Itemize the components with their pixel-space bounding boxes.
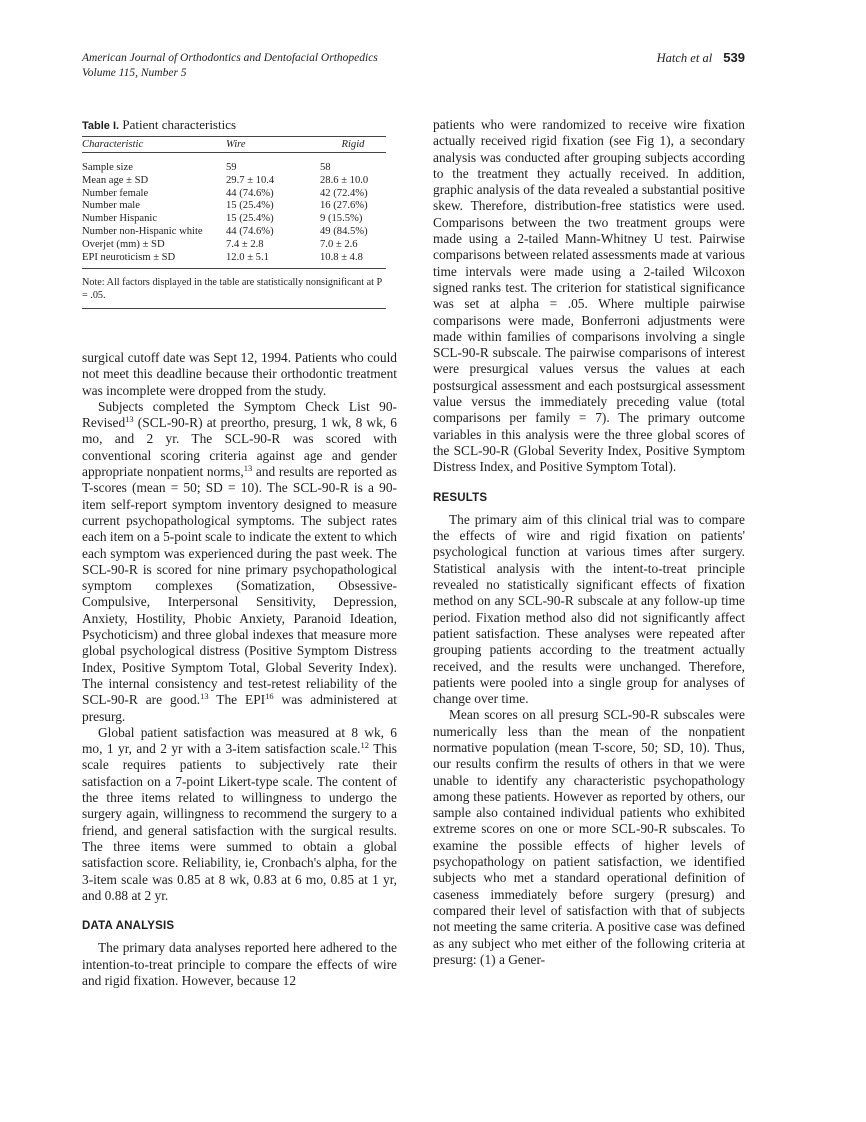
paragraph: surgical cutoff date was Sept 12, 1994. Patients who could not meet this deadline because their orthodontic treatment was incomplete were dropped from the study. (82, 350, 397, 398)
text-run: Global patient satisfaction was measured at 8 wk, 6 mo, 1 yr, and 2 yr with a 3-item satisfaction scale. (82, 724, 397, 757)
table-row (82, 188, 386, 201)
table-cell: Mean age ± SD (82, 174, 149, 186)
citation-ref: 13 (125, 414, 134, 425)
table-cell: 15 (25.4%) (226, 213, 274, 225)
citation-ref: 12 (360, 740, 369, 751)
text-run: and results are reported as T-scores (mean = 50; SD = 10). The SCL-90-R is a 90-item self-report symptom inventory designed to measure current psychopathological symptoms. The subject rates each item on a 5-point scale to indicate the extent to which each symptom was experienced during the past week. The SCL-90-R is scored for nine primary psychopathological symptom complexes (Somatization, Obsessive-Compulsive, Interpersonal Sensitivity, Depression, Anxiety, Hostility, Phobic Anxiety, Paranoid Ideation, Psychoticism) and three global indexes that measure more global psychological distress (Positive Symptom Distress Index, Positive Symptom Total, Global Severity Index). The internal consistency and test-retest reliability of the SCL-90-R are good. (82, 464, 397, 708)
section-heading-data-analysis: DATA ANALYSIS (82, 920, 175, 933)
journal-volume: Volume 115, Number 5 (82, 67, 187, 79)
table-cell: EPI neuroticism ± SD (82, 252, 226, 269)
citation-ref: 16 (265, 691, 274, 702)
table-cell: 28.6 ± 10.0 (320, 174, 369, 186)
table-patient-characteristics (82, 117, 386, 309)
table-row (82, 213, 386, 226)
table-cell: Number non-Hispanic white (82, 225, 203, 237)
running-header-journal (82, 51, 378, 81)
paragraph: The primary aim of this clinical trial was to compare the effects of wire and rigid fixation on patients' psychological function at various times after surgery. Statistical analysis with the intent-to-treat principle revealed no statistically significant effects of fixation method on any SCL-90-R subscale at any follow-up time period. Fixation method also did not significantly affect patient satisfaction. These analyses were repeated after grouping patients according to the treatment actually received, and the results were unchanged. Therefore, patients were pooled into a single group for analyses of change over time. (433, 511, 745, 707)
table-cell: 10.8 ± 4.8 (320, 252, 386, 269)
paragraph-satisfaction (82, 725, 397, 904)
journal-title: American Journal of Orthodontics and Dentofacial Orthopedics (82, 52, 378, 64)
table-caption (82, 117, 386, 133)
left-column (82, 350, 397, 989)
table-label: Table I. (82, 120, 120, 132)
paragraph-scl90r (82, 399, 397, 725)
table-row (82, 252, 386, 269)
table-cell: 44 (74.6%) (226, 187, 274, 199)
table-cell: Overjet (mm) ± SD (82, 238, 165, 250)
table-title: Patient characteristics (122, 117, 237, 132)
column-header-wire: Wire (226, 137, 320, 153)
table-cell: 12.0 ± 5.1 (226, 252, 320, 269)
table-header-row (82, 137, 386, 153)
table-cell: 59 (226, 162, 237, 173)
table-cell: 42 (72.4%) (320, 187, 368, 199)
column-header-characteristic: Characteristic (82, 137, 226, 153)
table-cell: Sample size (82, 162, 133, 173)
table-footnote: Note: All factors displayed in the table are statistically nonsignificant at P = .05. (82, 276, 386, 309)
table-cell: Number Hispanic (82, 213, 158, 225)
table-row (82, 239, 386, 252)
text-run: The EPI (208, 692, 266, 708)
table-cell: 49 (84.5%) (320, 225, 368, 237)
citation-ref: 13 (200, 691, 209, 702)
table-cell: 9 (15.5%) (320, 213, 363, 225)
table-row (82, 175, 386, 188)
page-number: 539 (723, 50, 745, 65)
text-run: Subjects completed the Symptom Check List 90-Revised (82, 398, 397, 431)
table-row (82, 153, 386, 175)
data-table (82, 136, 386, 269)
table-cell: Number male (82, 200, 140, 212)
text-run: (SCL-90-R) at preortho, presurg, 1 wk, 8 wk, 6 mo, and 2 yr. The SCL-90-R was scored with conventional scoring criteria against age and gender appropriate nonpatient norms, (82, 415, 397, 480)
column-header-rigid: Rigid (320, 137, 386, 153)
table-cell: 7.4 ± 2.8 (226, 238, 264, 250)
paragraph: Mean scores on all presurg SCL-90-R subscales were numerically less than the mean of the nonpatient normative population (mean T-score, 50; SD, 10). Thus, our results confirm the results of others in that we were unable to identify any characteristic psychopathology among these patients. However as reported by others, our sample also contained individual patients who exhibited extreme scores on one or more SCL-90-R subscales. To examine the possible effects of higher levels of psychopathology on patient satisfaction, we identified subjects who met a standard operational definition of caseness immediately before surgery (presurg) and compared their level of satisfaction with that of subjects not meeting the same criteria. A positive case was defined as any subject who met either of the following criteria at presurg: (1) a Gener- (433, 707, 745, 967)
table-row (82, 200, 386, 213)
citation-ref: 13 (243, 463, 253, 474)
table-row (82, 226, 386, 239)
table-cell: 7.0 ± 2.6 (320, 238, 358, 250)
section-heading-results: RESULTS (433, 491, 488, 504)
text-run: was administered at presurg. (82, 692, 397, 724)
author-names: Hatch et al (656, 51, 713, 65)
table-cell: 58 (320, 162, 331, 173)
right-column (433, 117, 745, 968)
text-run: This scale requires patients to subjectively rate their satisfaction on a 7-point Likert-type scale. The content of the three items related to willingness to undergo the surgery again, willingness to recommend the surgery to a friend, and general satisfaction with the surgical results. The three items were summed to obtain a global satisfaction score. Reliability, ie, Cronbach's alpha, for the 3-item scale was 0.85 at 8 wk, 0.83 at 6 mo, 0.85 at 1 yr, and 0.88 at 2 yr. (82, 741, 398, 903)
table-cell: 29.7 ± 10.4 (226, 174, 275, 186)
table-cell: Number female (82, 187, 149, 199)
table-cell: 44 (74.6%) (226, 225, 274, 237)
table-cell: 15 (25.4%) (226, 200, 274, 212)
table-cell: 16 (27.6%) (320, 200, 368, 212)
running-header-author-page (657, 50, 745, 66)
paragraph: The primary data analyses reported here adhered to the intention-to-treat principle to compare the effects of wire and rigid fixation. However, because 12 (82, 940, 397, 988)
paragraph: patients who were randomized to receive wire fixation actually received rigid fixation (see Fig 1), a secondary analysis was conducted after grouping subjects according to the treatment they actually received. In addition, graphic analysis of the data revealed a substantial positive skew. Therefore, distribution-free statistics were used. Comparisons between the two treatment groups were made using a 2-tailed Mann-Whitney U test. Pairwise comparisons between related assessments made at various time intervals were made using a 2-tailed Wilcoxon signed ranks test. The criterion for statistical significance was set at alpha = .05. Where multiple pairwise comparisons were made, Bonferroni adjustments were made within families of comparisons involving a single SCL-90-R subscale. The pairwise comparisons of interest were presurgical values versus the values at each postsurgical assessment and each postsurgical assessment value versus the immediately preceding value (total comparisons per family = 7). The primary outcome variables in this analysis were the three global scores of the SCL-90-R (Global Severity Index, Positive Symptom Distress Index, and Positive Symptom Total). (433, 117, 745, 475)
